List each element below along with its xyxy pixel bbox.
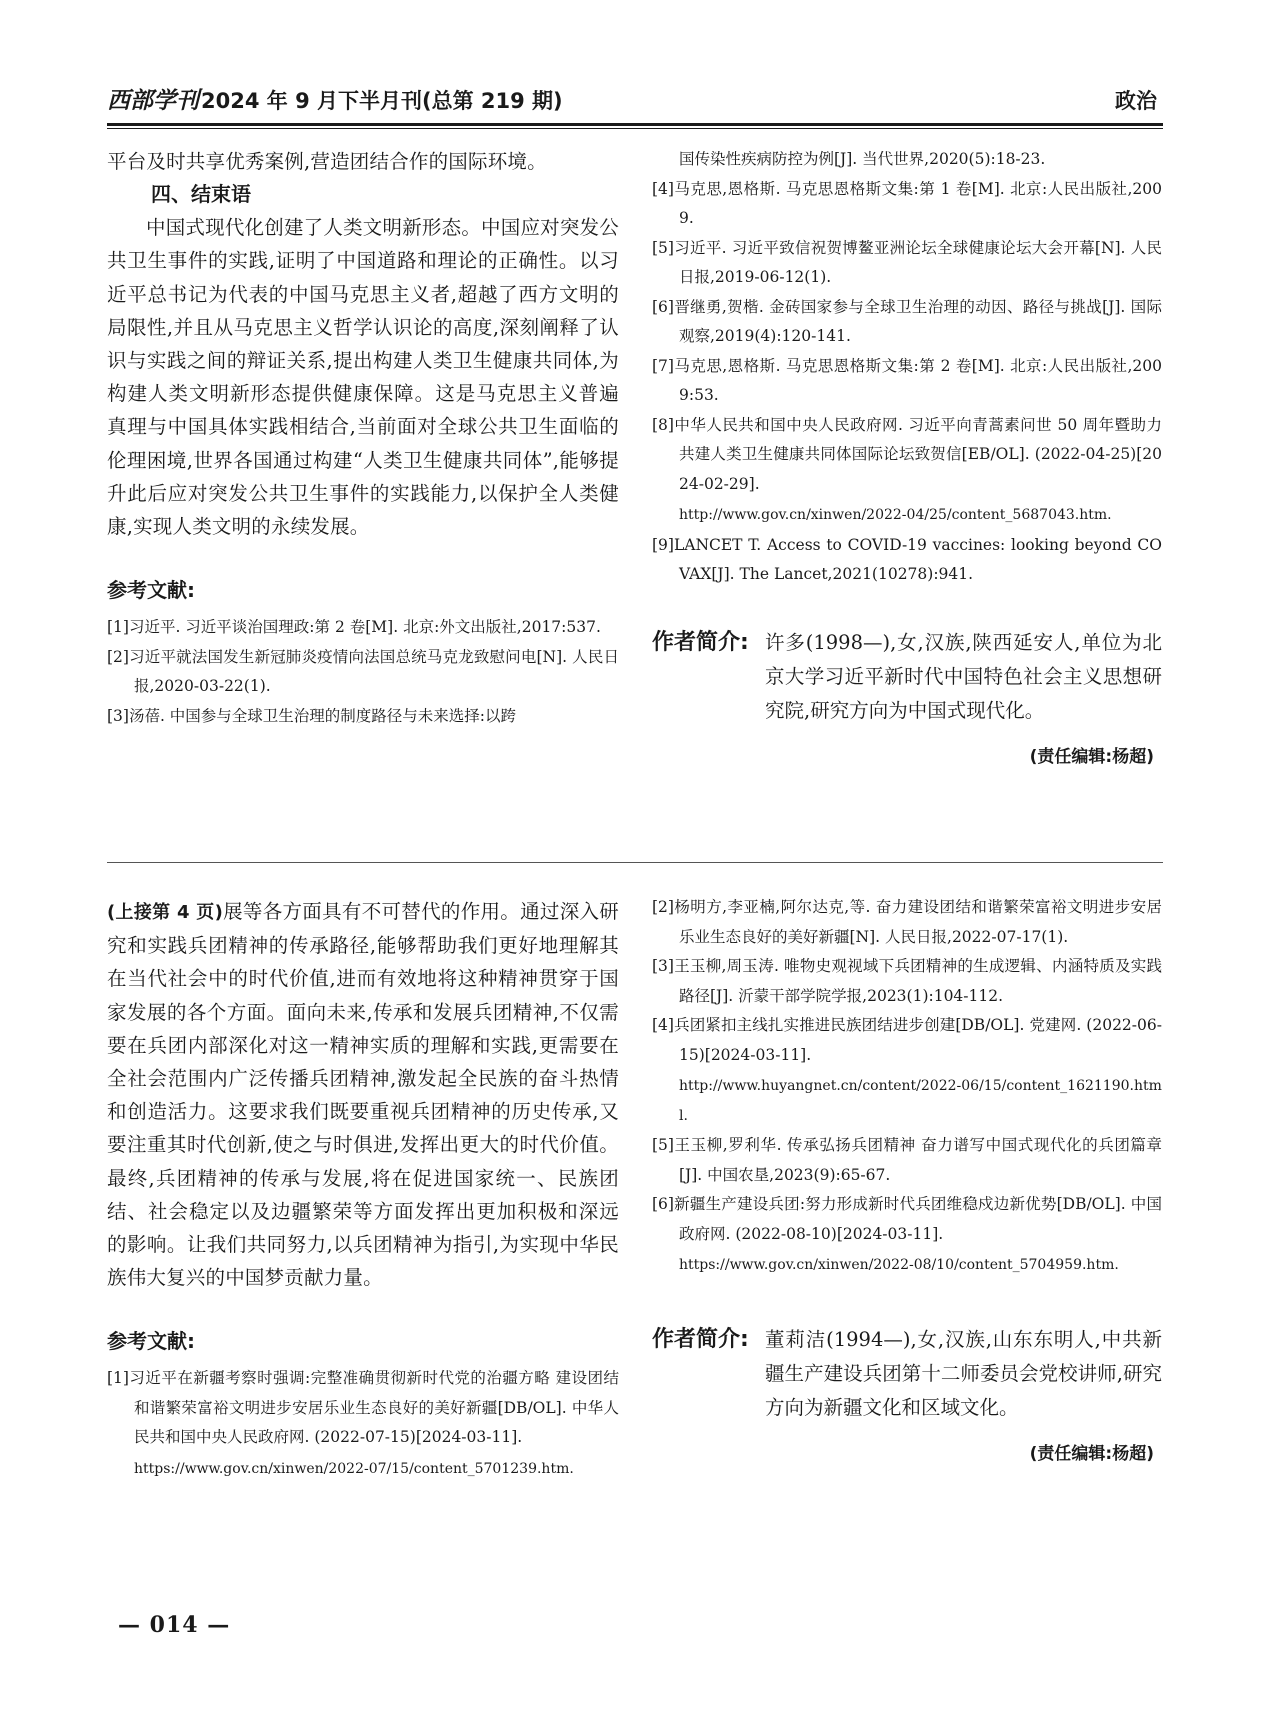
section-tag: 政治: [1115, 89, 1157, 113]
reference-text: [9]LANCET T. Access to COVID-19 vaccines: looking beyond COVAX[J]. The Lancet,2021(10278):941.: [652, 535, 1162, 583]
reference-item: [652, 952, 1162, 1011]
page-number: — 014 —: [118, 1612, 231, 1638]
reference-text: [8]中华人民共和国中央人民政府网. 习近平向青蒿素问世 50 周年暨助力共建人类卫生健康共同体国际论坛致贺信[EB/OL]. (2022-04-25)[2024-02-29].: [652, 415, 1162, 493]
reference-item: [652, 1190, 1162, 1281]
article1-right-column: [652, 145, 1162, 767]
reference-text: [6]新疆生产建设兵团:努力形成新时代兵团维稳戍边新优势[DB/OL]. 中国政府网. (2022-08-10)[2024-03-11].: [652, 1195, 1162, 1243]
article-divider: [107, 862, 1163, 863]
journal-logo: 西部学刊: [107, 87, 199, 114]
reference-item: [652, 175, 1162, 234]
reference-continued: 国传染性疾病防控为例[J]. 当代世界,2020(5):18-23.: [679, 150, 1046, 168]
reference-item: [652, 352, 1162, 411]
reference-text: [3]王玉柳,周玉涛. 唯物史观视域下兵团精神的生成逻辑、内涵特质及实践路径[J]. 沂蒙干部学院学报,2023(1):104-112.: [652, 957, 1162, 1005]
reference-url: https://www.gov.cn/xinwen/2022-07/15/content_5701239.htm.: [134, 1460, 574, 1477]
article2-body: [107, 895, 619, 1294]
reference-text: [1]习近平在新疆考察时强调:完整准确贯彻新时代党的治疆方略 建设团结和谐繁荣富裕文明进步安居乐业生态良好的美好新疆[DB/OL]. 中华人民共和国中央人民政府网. (2022-07-15)[2024-03-11].: [107, 1369, 619, 1447]
article2-right-column: [652, 893, 1162, 1464]
reference-item: [652, 1131, 1162, 1190]
responsible-editor: (责任编辑:杨超): [1029, 746, 1154, 767]
article2-author-bio: [652, 1323, 1162, 1425]
reference-item: [652, 531, 1162, 590]
reference-text: [4]马克思,恩格斯. 马克思恩格斯文集:第 1 卷[M]. 北京:人民出版社,2009.: [652, 179, 1162, 227]
reference-url: https://www.gov.cn/xinwen/2022-08/10/content_5704959.htm.: [679, 1257, 1119, 1273]
reference-item: [652, 293, 1162, 352]
author-bio-text: 董莉洁(1994—),女,汉族,山东东明人,中共新疆生产建设兵团第十二师委员会党校讲师,研究方向为新疆文化和区域文化。: [765, 1327, 1162, 1419]
reference-item: [652, 1011, 1162, 1131]
responsible-editor: (责任编辑:杨超): [1029, 1443, 1154, 1464]
article1-references-left: [107, 613, 619, 731]
author-bio-text: 许多(1998—),女,汉族,陕西延安人,单位为北京大学习近平新时代中国特色社会主义思想研究院,研究方向为中国式现代化。: [765, 630, 1162, 722]
reference-text: [6]晋继勇,贺楷. 金砖国家参与全球卫生治理的动因、路径与挑战[J]. 国际观察,2019(4):120-141.: [652, 297, 1162, 345]
reference-url: http://www.huyangnet.cn/content/2022-06/15/content_1621190.html.: [679, 1078, 1162, 1124]
reference-item: [652, 893, 1162, 952]
article2-body-text: 展等各方面具有不可替代的作用。通过深入研究和实践兵团精神的传承路径,能够帮助我们更好地理解其在当代社会中的时代价值,进而有效地将这种精神贯穿于国家发展的各个方面。面向未来,传承和发展兵团精神,不仅需要在兵团内部深化对这一精神实质的理解和实践,更需要在全社会范围内广泛传播兵团精神,激发起全民族的奋斗热情和创造活力。这要求我们既要重视兵团精神的历史传承,又要注重其时代创新,使之与时俱进,发挥出更大的时代价值。最终,兵团精神的传承与发展,将在促进国家统一、民族团结、社会稳定以及边疆繁荣等方面发挥出更加积极和深远的影响。让我们共同努力,以兵团精神为指引,为实现中华民族伟大复兴的中国梦贡献力量。: [107, 900, 619, 1290]
reference-text: [4]兵团紧扣主线扎实推进民族团结进步创建[DB/OL]. 党建网. (2022-06-15)[2024-03-11].: [652, 1016, 1162, 1064]
reference-item: [107, 1364, 619, 1484]
reference-text: [5]习近平. 习近平致信祝贺博鳌亚洲论坛全球健康论坛大会开幕[N]. 人民日报,2019-06-12(1).: [652, 238, 1162, 286]
article2-left-column: [107, 895, 619, 1484]
reference-url: http://www.gov.cn/xinwen/2022-04/25/content_5687043.htm.: [679, 507, 1112, 523]
article1-continued-text: 平台及时共享优秀案例,营造团结合作的国际环境。: [107, 150, 547, 173]
page-header: [107, 84, 1163, 122]
header-rule-thick: [107, 123, 1163, 126]
article1-conclusion: 中国式现代化创建了人类文明新形态。中国应对突发公共卫生事件的实践,证明了中国道路和理论的正确性。以习近平总书记为代表的中国马克思主义者,超越了西方文明的局限性,并且从马克思主义哲学认识论的高度,深刻阐释了认识与实践之间的辩证关系,提出构建人类卫生健康共同体,为构建人类文明新形态提供健康保障。这是马克思主义普遍真理与中国具体实践相结合,当前面对全球公共卫生面临的伦理困境,世界各国通过构建“人类卫生健康共同体”,能够提升此后应对突发公共卫生事件的实践能力,以保护全人类健康,实现人类文明的永续发展。: [107, 216, 619, 539]
header-rule-thin: [107, 128, 1163, 129]
reference-text: [7]马克思,恩格斯. 马克思恩格斯文集:第 2 卷[M]. 北京:人民出版社,2009:53.: [652, 356, 1162, 404]
reference-item: [1]习近平. 习近平谈治国理政:第 2 卷[M]. 北京:外文出版社,2017:537.: [107, 618, 601, 637]
article2-references-title: 参考文献:: [107, 1329, 195, 1354]
reference-text: [2]杨明方,李亚楠,阿尔达克,等. 奋力建设团结和谐繁荣富裕文明进步安居乐业生态良好的美好新疆[N]. 人民日报,2022-07-17(1).: [652, 898, 1162, 946]
article1-references-title: 参考文献:: [107, 578, 195, 603]
issue-info: 2024 年 9 月下半月刊(总第 219 期): [201, 89, 563, 113]
reference-text: [5]王玉柳,罗利华. 传承弘扬兵团精神 奋力谱写中国式现代化的兵团篇章[J]. 中国农垦,2023(9):65-67.: [652, 1136, 1162, 1184]
article1-author-bio: [652, 626, 1162, 728]
author-bio-label: 作者简介:: [652, 629, 749, 655]
article1-left-column: [107, 145, 619, 731]
reference-item: [652, 234, 1162, 293]
continuation-marker: (上接第 4 页): [107, 902, 224, 923]
author-bio-label: 作者简介:: [652, 1326, 749, 1352]
reference-item: [3]汤蓓. 中国参与全球卫生治理的制度路径与未来选择:以跨: [107, 706, 517, 725]
reference-item: [2]习近平就法国发生新冠肺炎疫情向法国总统马克龙致慰问电[N]. 人民日报,2020-03-22(1).: [107, 647, 619, 696]
journal-masthead: [107, 84, 563, 118]
reference-item: [652, 411, 1162, 531]
article1-section-heading: 四、结束语: [151, 182, 251, 207]
